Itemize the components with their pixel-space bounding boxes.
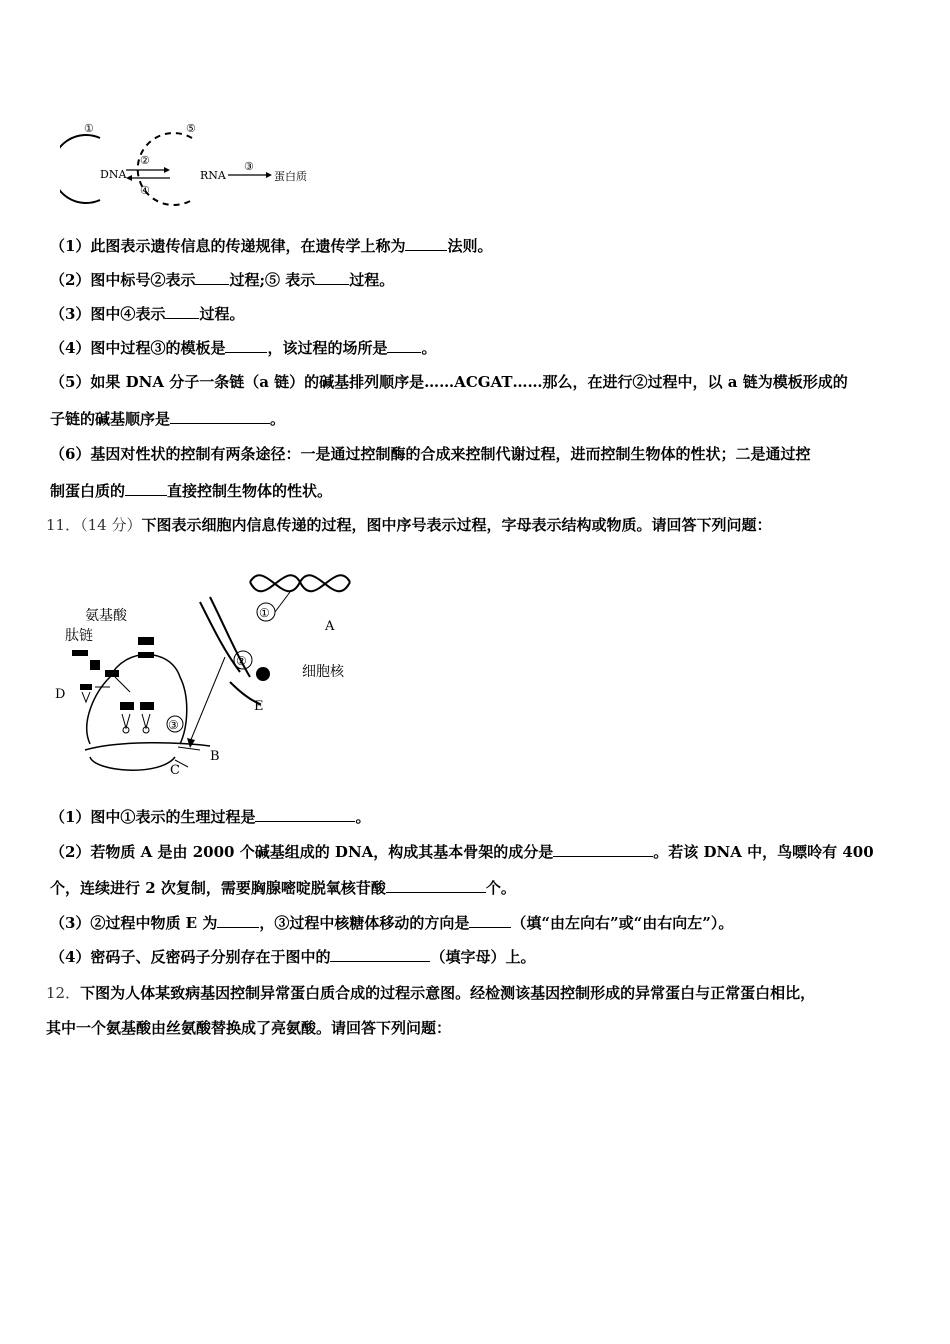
fig1-label-1: ① [84, 122, 94, 135]
fig2-label-nucleus: 细胞核 [302, 664, 344, 680]
fig1-label-dna: DNA [100, 168, 127, 181]
q10-sub6-cont: 制蛋白质的 直接控制生物体的性状。 [50, 482, 333, 500]
q10-sub5-cont: 子链的碱基顺序是 。 [50, 410, 286, 428]
q10-sub5: （5）如果 DNA 分子一条链（a 链）的碱基排列顺序是……ACGAT……那么，在进行②过程中，以 a 链为模板形成的 [50, 373, 848, 391]
q11-sub3: （3）②过程中物质 E 为 ，③过程中核糖体移动的方向是 （填“由左向右”或“由右向左”）。 [50, 914, 734, 932]
fig2-label-3: ③ [168, 718, 179, 732]
fig1-label-rna: RNA [200, 169, 226, 182]
q11-stem: 11．（14 分）下图表示细胞内信息传递的过程，图中序号表示过程，字母表示结构或物质。请回答下列问题： [46, 516, 772, 534]
q11-sub2: （2）若物质 A 是由 2000 个碱基组成的 DNA，构成其基本骨架的成分是 。若该 DNA 中，鸟嘌呤有 400 [50, 843, 874, 861]
q10-sub2: （2）图中标号②表示 过程;⑤ 表示 过程。 [50, 271, 395, 289]
q10-sub3: （3）图中④表示 过程。 [50, 305, 245, 323]
fig1-label-5: ⑤ [186, 122, 196, 135]
q12-stem: 12．下图为人体某致病基因控制异常蛋白质合成的过程示意图。经检测该基因控制形成的异常蛋白与正常蛋白相比， [46, 984, 816, 1002]
q11-sub4: （4）密码子、反密码子分别存在于图中的 （填字母）上。 [50, 948, 536, 966]
fig2-label-e: E [254, 699, 264, 714]
q10-sub4: （4）图中过程③的模板是 ，该过程的场所是 。 [50, 339, 437, 357]
fig2-label-peptide: 肽链 [65, 628, 93, 644]
fig2-label-a: A [325, 619, 335, 634]
cell-information-figure [50, 552, 370, 787]
fig2-label-1: ① [259, 606, 270, 620]
fig2-label-amino-acid: 氨基酸 [85, 608, 127, 624]
fig1-label-3: ③ [244, 160, 254, 173]
q10-sub6: （6）基因对性状的控制有两条途径：一是通过控制酶的合成来控制代谢过程，进而控制生物体的性状；二是通过控 [50, 445, 811, 463]
fig2-label-c: C [170, 763, 180, 778]
fig2-label-d: D [55, 687, 66, 702]
q11-sub2-cont: 个，连续进行 2 次复制，需要胸腺嘧啶脱氧核苷酸 个。 [50, 879, 516, 897]
q10-sub1: （1）此图表示遗传信息的传递规律，在遗传学上称为 法则。 [50, 237, 493, 255]
fig1-label-protein: 蛋白质 [274, 170, 307, 183]
fig1-label-4: ④ [140, 184, 150, 197]
q12-stem-cont: 其中一个氨基酸由丝氨酸替换成了亮氨酸。请回答下列问题： [46, 1019, 452, 1037]
fig2-label-b: B [210, 749, 220, 764]
fig1-label-2: ② [140, 154, 150, 167]
central-dogma-figure [60, 118, 320, 210]
fig2-label-2: ② [236, 654, 247, 668]
q11-sub1: （1）图中①表示的生理过程是 。 [50, 808, 371, 826]
